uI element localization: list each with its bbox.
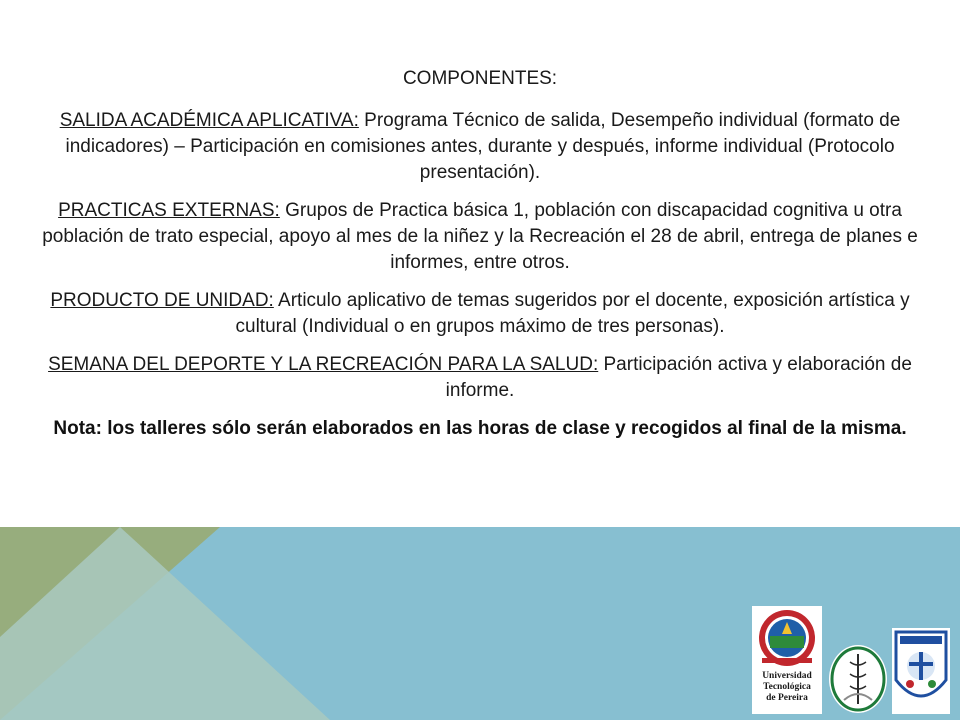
section-title: PRACTICAS EXTERNAS:	[58, 200, 280, 221]
section-title: SALIDA ACADÉMICA APLICATIVA:	[59, 110, 359, 131]
section-practicas	[40, 198, 920, 276]
university-crest-logo	[752, 606, 822, 714]
section-salida	[40, 108, 920, 186]
section-text: Grupos de Practica básica 1, población con discapacidad cognitiva u otra población de trato especial, apoyo al mes de la niñez y la Recreación el 28 de abril, entrega de planes e informes, entre otros.	[42, 200, 918, 273]
faculty-shield-logo	[892, 628, 950, 714]
slide-body	[40, 62, 920, 454]
note-text: Nota: los talleres sólo serán elaborados en las horas de clase y recogidos al final de la misma.	[53, 418, 907, 439]
medical-emblem-logo	[828, 644, 888, 714]
components-heading: COMPONENTES:	[402, 68, 558, 89]
section-text: Articulo aplicativo de temas sugeridos por el docente, exposición artística y cultural (Individual o en grupos máximo de tres personas).	[235, 290, 910, 337]
logo-line-2: Tecnológica	[763, 682, 811, 692]
section-text: Programa Técnico de salida, Desempeño individual (formato de indicadores) – Participación en comisiones antes, durante y después, informe individual (Protocolo presentación).	[65, 110, 901, 183]
logo-line-1: Universidad	[762, 671, 812, 681]
section-semana	[40, 352, 920, 404]
section-text: Participación activa y elaboración de informe.	[445, 354, 912, 401]
logo-line-3: de Pereira	[766, 693, 808, 703]
section-producto	[40, 288, 920, 340]
section-title: SEMANA DEL DEPORTE Y LA RECREACIÓN PARA LA SALUD:	[48, 354, 599, 375]
section-title: PRODUCTO DE UNIDAD:	[50, 290, 274, 311]
logos-group	[752, 606, 952, 716]
